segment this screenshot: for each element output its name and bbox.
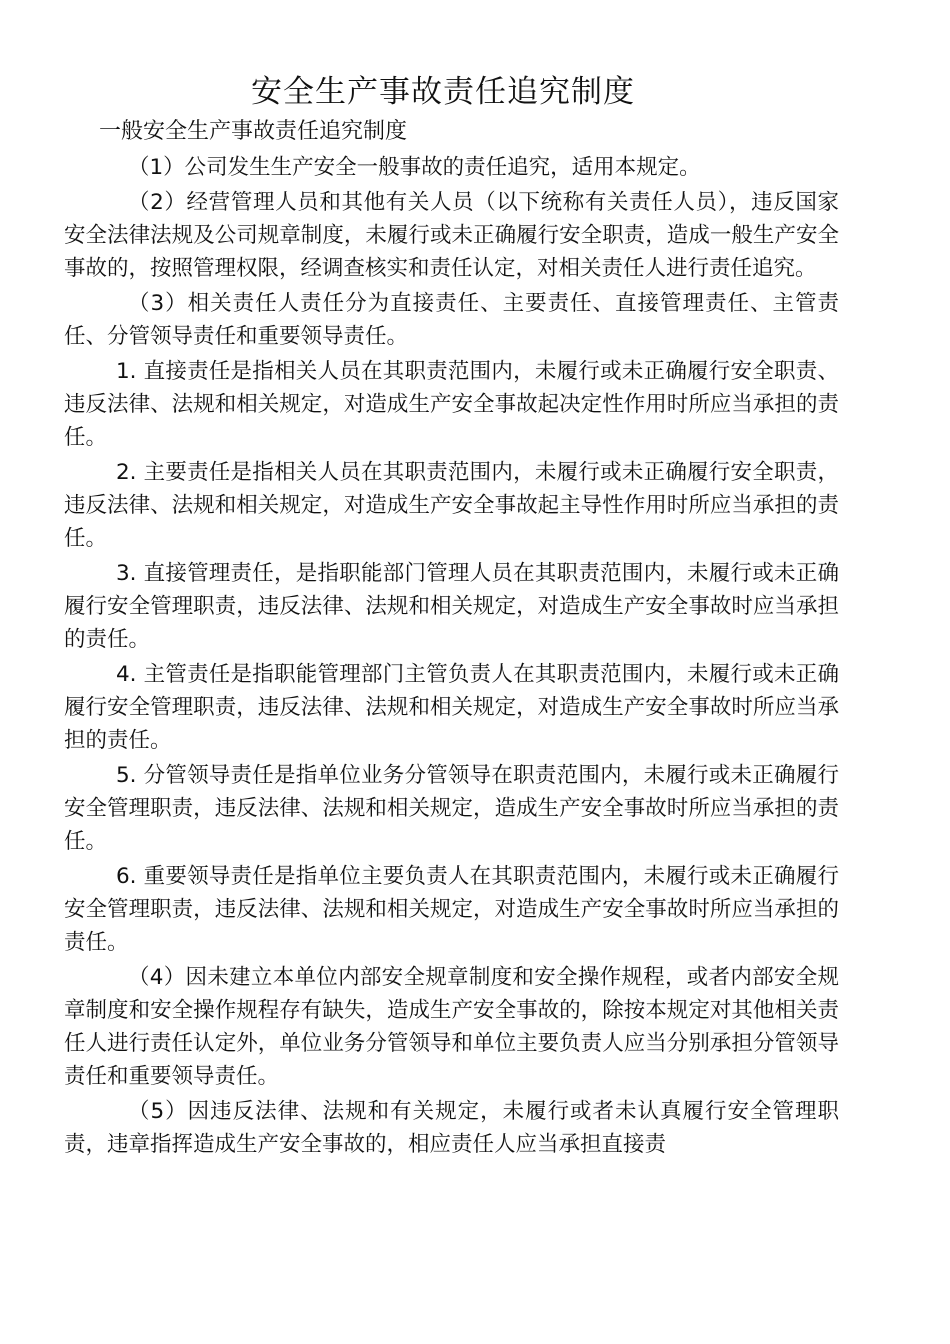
paragraph-5: （5）因违反法律、法规和有关规定，未履行或者未认真履行安全管理职责，违章指挥造成生产安全事故的，相应责任人应当承担直接责 xyxy=(64,1099,839,1157)
paragraph-2: （2）经营管理人员和其他有关人员（以下统称有关责任人员），违反国家安全法律法规及公司规章制度，未履行或未正确履行安全职责，造成一般生产安全事故的，按照管理权限，经调查核实和责任认定，对相关责任人进行责任追究。 xyxy=(64,190,839,281)
paragraph-item-4: 4. 主管责任是指职能管理部门主管负责人在其职责范围内，未履行或未正确履行安全管理职责，违反法律、法规和相关规定，对造成生产安全事故时所应当承担的责任。 xyxy=(64,662,839,753)
document-title: 安全生产事故责任追究制度 xyxy=(251,74,635,110)
section-heading: 一般安全生产事故责任追究制度 xyxy=(99,119,408,144)
paragraph-3: （3）相关责任人责任分为直接责任、主要责任、直接管理责任、主管责任、分管领导责任和重要领导责任。 xyxy=(64,291,839,349)
paragraph-item-1: 1. 直接责任是指相关人员在其职责范围内，未履行或未正确履行安全职责、违反法律、法规和相关规定，对造成生产安全事故起决定性作用时所应当承担的责任。 xyxy=(64,359,839,450)
paragraph-item-2: 2. 主要责任是指相关人员在其职责范围内，未履行或未正确履行安全职责，违反法律、法规和相关规定，对造成生产安全事故起主导性作用时所应当承担的责任。 xyxy=(64,460,839,551)
paragraph-item-5: 5. 分管领导责任是指单位业务分管领导在职责范围内，未履行或未正确履行安全管理职责，违反法律、法规和相关规定，造成生产安全事故时所应当承担的责任。 xyxy=(64,763,839,854)
paragraph-1: （1）公司发生生产安全一般事故的责任追究，适用本规定。 xyxy=(128,155,701,180)
paragraph-4: （4）因未建立本单位内部安全规章制度和安全操作规程，或者内部安全规章制度和安全操作规程存有缺失，造成生产安全事故的，除按本规定对其他相关责任人进行责任认定外，单位业务分管领导和单位主要负责人应当分别承担分管领导责任和重要领导责任。 xyxy=(64,965,839,1089)
paragraph-item-3: 3. 直接管理责任，是指职能部门管理人员在其职责范围内，未履行或未正确履行安全管理职责，违反法律、法规和相关规定，对造成生产安全事故时应当承担的责任。 xyxy=(64,561,839,652)
paragraph-item-6: 6. 重要领导责任是指单位主要负责人在其职责范围内，未履行或未正确履行安全管理职责，违反法律、法规和相关规定，对造成生产安全事故时所应当承担的责任。 xyxy=(64,864,839,955)
document-body xyxy=(64,151,839,1163)
